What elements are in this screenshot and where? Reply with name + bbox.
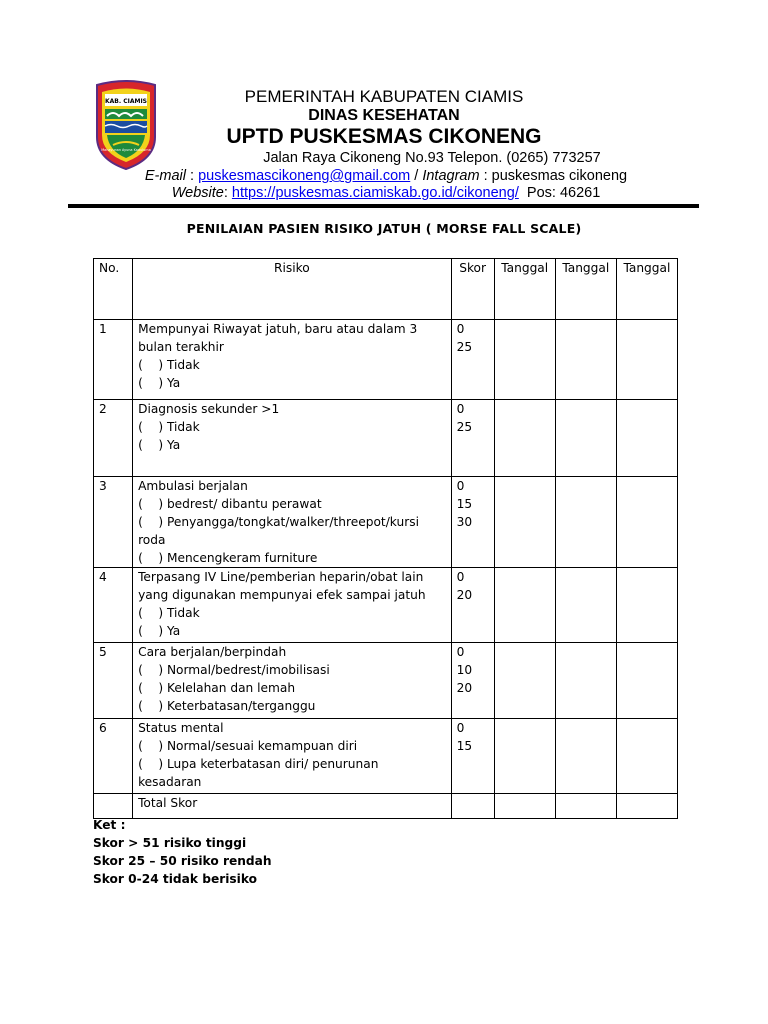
date-3-cell[interactable] bbox=[616, 568, 677, 643]
unit-name: UPTD PUSKESMAS CIKONENG bbox=[226, 125, 542, 148]
legend-heading: Ket : bbox=[93, 818, 126, 832]
table-row bbox=[94, 477, 678, 568]
website-separator: : bbox=[223, 185, 232, 201]
risk-title: Mempunyai Riwayat jatuh, baru atau dalam 3 bulan terakhir bbox=[138, 322, 418, 354]
address-line: Jalan Raya Cikoneng No.93 Telepon. (0265) 773257 bbox=[263, 150, 601, 166]
date-2-cell[interactable] bbox=[555, 568, 616, 643]
header-date-1: Tanggal bbox=[494, 259, 555, 320]
risk-option[interactable]: ( ) Tidak bbox=[138, 420, 200, 434]
header-date-3: Tanggal bbox=[616, 259, 677, 320]
total-row bbox=[94, 794, 678, 819]
risk-cell bbox=[133, 643, 452, 719]
risk-cell bbox=[133, 320, 452, 400]
date-2-cell[interactable] bbox=[555, 477, 616, 568]
total-no-cell bbox=[94, 794, 133, 819]
total-date-2-cell[interactable] bbox=[555, 794, 616, 819]
score-value: 25 bbox=[456, 420, 473, 434]
score-value: 25 bbox=[456, 340, 473, 354]
score-value: 0 bbox=[456, 645, 465, 659]
risk-title: Diagnosis sekunder >1 bbox=[138, 402, 280, 416]
score-value: 0 bbox=[456, 402, 465, 416]
table-row bbox=[94, 568, 678, 643]
date-1-cell[interactable] bbox=[494, 719, 555, 794]
government-name: PEMERINTAH KABUPATEN CIAMIS bbox=[244, 87, 524, 106]
risk-title: Ambulasi berjalan bbox=[138, 479, 248, 493]
table-header-row bbox=[94, 259, 678, 320]
date-1-cell[interactable] bbox=[494, 643, 555, 719]
risk-title: Terpasang IV Line/pemberian heparin/obat lain yang digunakan mempunyai efek sampai jatuh bbox=[138, 570, 426, 602]
risk-option[interactable]: ( ) Tidak bbox=[138, 358, 200, 372]
risk-cell bbox=[133, 719, 452, 794]
risk-cell bbox=[133, 400, 452, 477]
risk-option[interactable]: ( ) Keterbatasan/terganggu bbox=[138, 699, 316, 713]
total-date-1-cell[interactable] bbox=[494, 794, 555, 819]
website-line bbox=[0, 185, 768, 201]
letterhead-divider bbox=[68, 204, 699, 208]
instagram-separator: : bbox=[479, 168, 492, 184]
total-date-3-cell[interactable] bbox=[616, 794, 677, 819]
score-value: 30 bbox=[456, 515, 473, 529]
date-3-cell[interactable] bbox=[616, 477, 677, 568]
legend-line: Skor > 51 risiko tinggi bbox=[93, 836, 247, 850]
logo-bottom-text: Mahayunan Ayuna Kadulurna bbox=[101, 148, 151, 152]
morse-fall-scale-table bbox=[93, 258, 678, 819]
header-no: No. bbox=[94, 259, 133, 320]
row-number: 3 bbox=[94, 477, 133, 568]
table-row bbox=[94, 320, 678, 400]
risk-title: Status mental bbox=[138, 721, 224, 735]
risk-option[interactable]: ( ) Ya bbox=[138, 624, 181, 638]
row-number: 2 bbox=[94, 400, 133, 477]
score-value: 15 bbox=[456, 739, 473, 753]
department-name: DINAS KESEHATAN bbox=[308, 107, 460, 124]
date-3-cell[interactable] bbox=[616, 719, 677, 794]
risk-cell bbox=[133, 568, 452, 643]
date-1-cell[interactable] bbox=[494, 400, 555, 477]
risk-option[interactable]: ( ) Ya bbox=[138, 376, 181, 390]
score-value: 15 bbox=[456, 497, 473, 511]
date-2-cell[interactable] bbox=[555, 719, 616, 794]
date-1-cell[interactable] bbox=[494, 568, 555, 643]
total-label: Total Skor bbox=[133, 794, 452, 819]
risk-option[interactable]: ( ) Normal/bedrest/imobilisasi bbox=[138, 663, 330, 677]
row-number: 4 bbox=[94, 568, 133, 643]
risk-option[interactable]: ( ) Penyangga/tongkat/walker/threepot/kursi roda bbox=[138, 515, 423, 547]
score-value: 0 bbox=[456, 322, 465, 336]
risk-title: Cara berjalan/berpindah bbox=[138, 645, 287, 659]
score-value: 20 bbox=[456, 681, 473, 695]
document-title: PENILAIAN PASIEN RISIKO JATUH ( MORSE FALL SCALE) bbox=[186, 221, 582, 236]
score-cell bbox=[451, 400, 494, 477]
row-number: 6 bbox=[94, 719, 133, 794]
email-separator: : bbox=[185, 168, 199, 184]
header-risk: Risiko bbox=[133, 259, 452, 320]
postal-code: Pos: 46261 bbox=[518, 185, 601, 201]
risk-option[interactable]: ( ) bedrest/ dibantu perawat bbox=[138, 497, 322, 511]
contact-slash: / bbox=[410, 168, 423, 184]
date-3-cell[interactable] bbox=[616, 400, 677, 477]
row-number: 5 bbox=[94, 643, 133, 719]
table-row bbox=[94, 400, 678, 477]
score-cell bbox=[451, 477, 494, 568]
risk-option[interactable]: ( ) Mencengkeram furniture bbox=[138, 551, 318, 565]
email-link[interactable]: puskesmascikoneng@gmail.com bbox=[198, 168, 411, 184]
score-value: 0 bbox=[456, 479, 465, 493]
date-1-cell[interactable] bbox=[494, 320, 555, 400]
score-value: 0 bbox=[456, 721, 465, 735]
score-cell bbox=[451, 320, 494, 400]
logo-top-text: KAB. CIAMIS bbox=[104, 98, 148, 105]
legend-line: Skor 0-24 tidak berisiko bbox=[93, 872, 257, 886]
header-date-2: Tanggal bbox=[555, 259, 616, 320]
score-cell bbox=[451, 719, 494, 794]
email-label: E-mail bbox=[144, 168, 186, 184]
row-number: 1 bbox=[94, 320, 133, 400]
risk-option[interactable]: ( ) Lupa keterbatasan diri/ penurunan kesadaran bbox=[138, 757, 383, 789]
risk-cell bbox=[133, 477, 452, 568]
risk-option[interactable]: ( ) Normal/sesuai kemampuan diri bbox=[138, 739, 358, 753]
date-3-cell[interactable] bbox=[616, 320, 677, 400]
risk-option[interactable]: ( ) Kelelahan dan lemah bbox=[138, 681, 296, 695]
table-row bbox=[94, 643, 678, 719]
date-2-cell[interactable] bbox=[555, 643, 616, 719]
score-cell bbox=[451, 568, 494, 643]
website-link[interactable]: https://puskesmas.ciamiskab.go.id/cikoneng/ bbox=[231, 185, 519, 201]
instagram-handle: puskesmas cikoneng bbox=[491, 168, 628, 184]
contact-line bbox=[0, 168, 768, 184]
score-value: 10 bbox=[456, 663, 473, 677]
date-2-cell[interactable] bbox=[555, 320, 616, 400]
table-row bbox=[94, 719, 678, 794]
risk-option[interactable]: ( ) Tidak bbox=[138, 606, 200, 620]
score-value: 20 bbox=[456, 588, 473, 602]
score-legend bbox=[93, 816, 272, 888]
legend-line: Skor 25 – 50 risiko rendah bbox=[93, 854, 272, 868]
total-score-cell[interactable] bbox=[451, 794, 494, 819]
website-label: Website bbox=[171, 185, 224, 201]
instagram-label: Intagram bbox=[422, 168, 480, 184]
header-score: Skor bbox=[451, 259, 494, 320]
date-2-cell[interactable] bbox=[555, 400, 616, 477]
score-cell bbox=[451, 643, 494, 719]
date-3-cell[interactable] bbox=[616, 643, 677, 719]
risk-option[interactable]: ( ) Ya bbox=[138, 438, 181, 452]
date-1-cell[interactable] bbox=[494, 477, 555, 568]
score-value: 0 bbox=[456, 570, 465, 584]
